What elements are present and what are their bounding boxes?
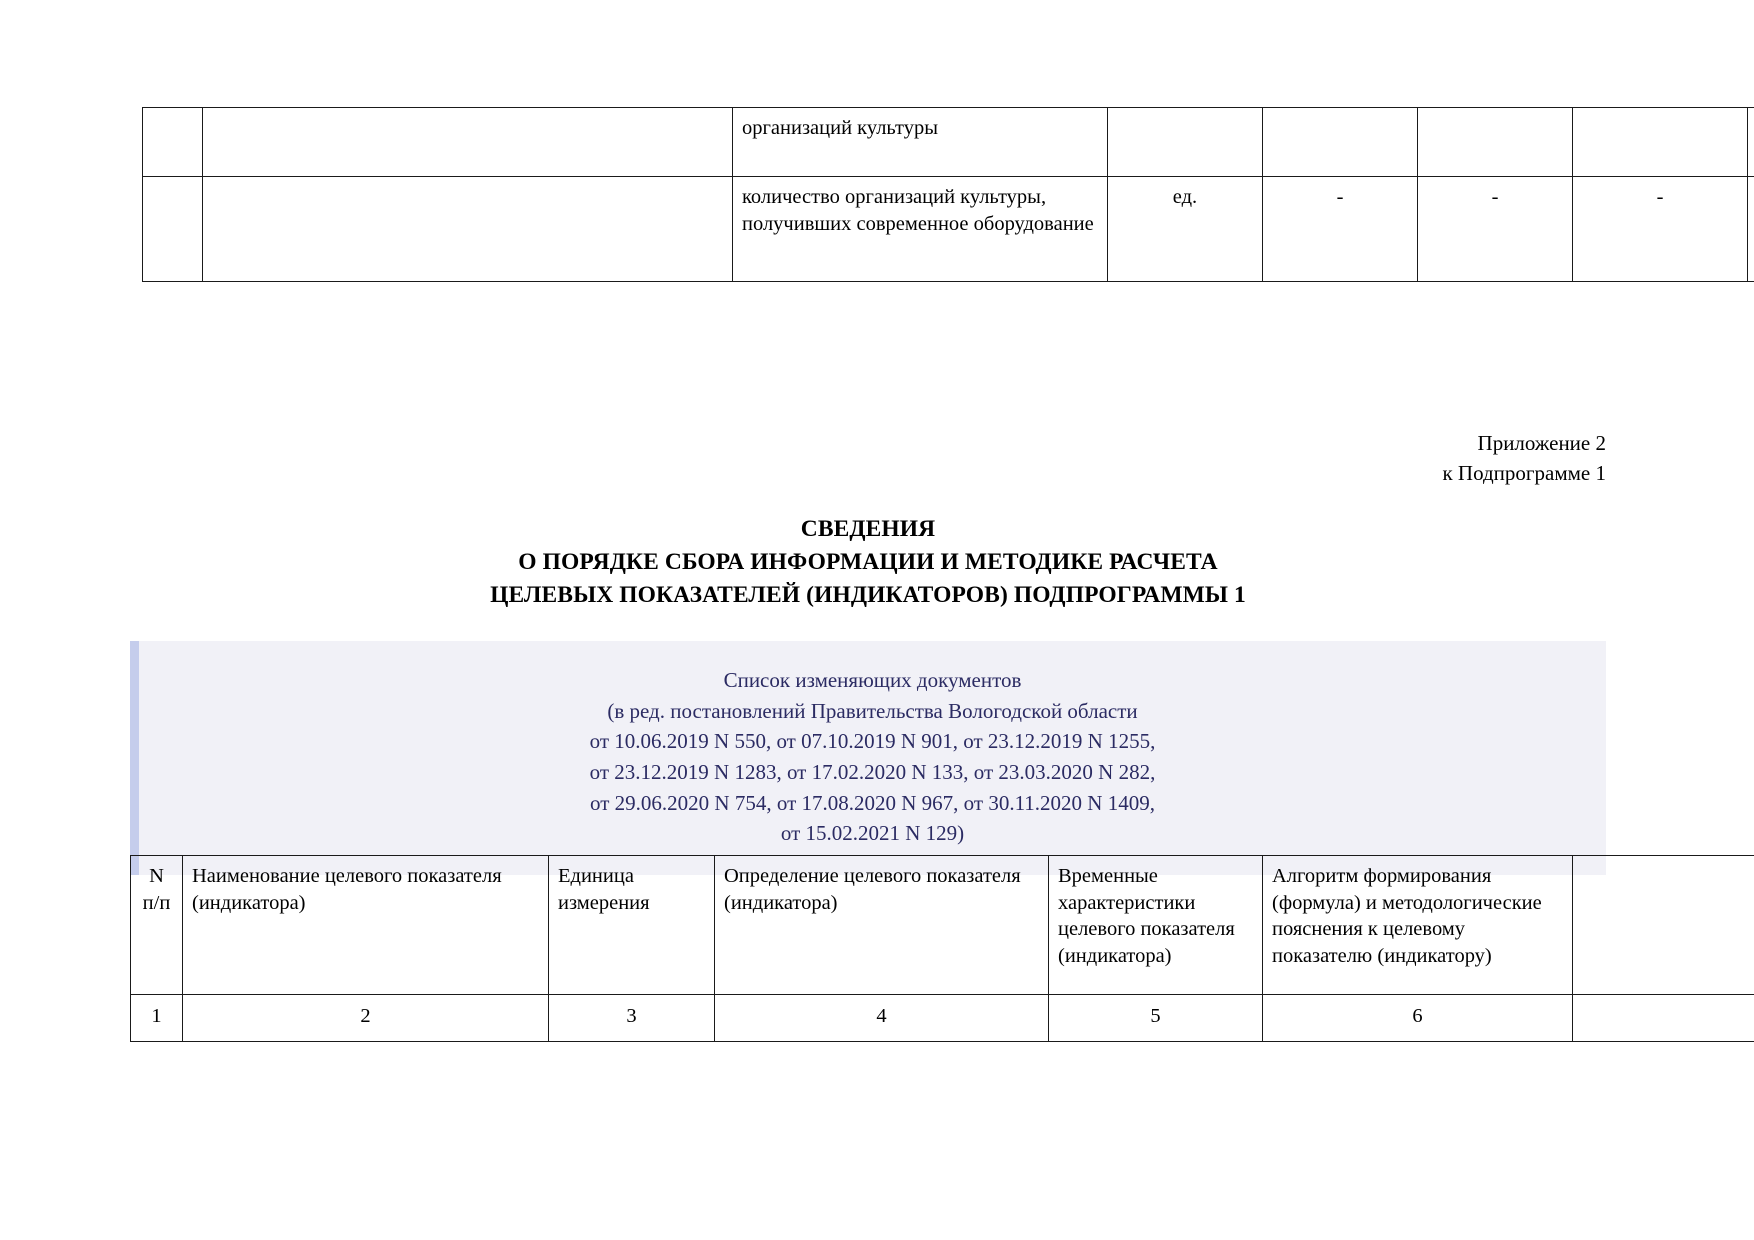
column-header-extra — [1573, 856, 1754, 995]
revision-line: от 29.06.2020 N 754, от 17.08.2020 N 967, от 30.11.2020 N 1409, — [590, 790, 1155, 815]
revision-line: от 15.02.2021 N 129) — [780, 821, 965, 846]
page-title-line-3: ЦЕЛЕВЫХ ПОКАЗАТЕЛЕЙ (ИНДИКАТОРОВ) ПОДПРОГРАММЫ 1 — [490, 581, 1246, 608]
column-header-algorithm: Алгоритм формирования (формула) и методологические пояснения к целевому показателю (индикатору) — [1263, 856, 1573, 995]
cell-value-4 — [1748, 108, 1754, 177]
column-header-unit: Единица измерения — [549, 856, 715, 995]
table-header-row — [131, 856, 1754, 995]
cell-value-1: - — [1263, 177, 1418, 282]
column-number-5: 5 — [1049, 995, 1263, 1042]
table-row — [143, 108, 1754, 177]
cell-indicator-name — [203, 177, 733, 282]
table-row — [143, 177, 1754, 282]
revision-list-box — [130, 641, 1606, 875]
column-header-number-line-1: N — [149, 865, 164, 887]
revision-line: от 23.12.2019 N 1283, от 17.02.2020 N 133, от 23.03.2020 N 282, — [589, 759, 1156, 784]
page-title-line-2: О ПОРЯДКЕ СБОРА ИНФОРМАЦИИ И МЕТОДИКЕ РАСЧЕТА — [518, 548, 1218, 575]
column-header-time-characteristics: Временные характеристики целевого показателя (индикатора) — [1049, 856, 1263, 995]
column-number-6: 6 — [1263, 995, 1573, 1042]
cell-unit — [1108, 108, 1263, 177]
cell-value-2: - — [1418, 177, 1573, 282]
column-header-indicator-name: Наименование целевого показателя (индикатора) — [183, 856, 549, 995]
indicators-table — [130, 855, 1754, 1042]
revision-list-heading: Список изменяющих документов — [723, 668, 1022, 692]
cell-number — [143, 177, 203, 282]
column-number-1: 1 — [131, 995, 183, 1042]
column-header-number — [131, 856, 183, 995]
continued-table — [142, 107, 1754, 282]
cell-definition: организаций культуры — [733, 108, 1108, 177]
cell-value-2 — [1418, 108, 1573, 177]
column-number-3: 3 — [549, 995, 715, 1042]
page-title-line-1: СВЕДЕНИЯ — [800, 516, 936, 542]
revision-line: (в ред. постановлений Правительства Вологодской области — [607, 698, 1138, 723]
cell-value-3 — [1573, 108, 1748, 177]
cell-indicator-name — [203, 108, 733, 177]
page-title — [130, 513, 1606, 612]
cell-value-3: - — [1573, 177, 1748, 282]
column-number-row — [131, 995, 1754, 1042]
revision-line: от 10.06.2019 N 550, от 07.10.2019 N 901, от 23.12.2019 N 1255, — [589, 729, 1156, 754]
column-number-2: 2 — [183, 995, 549, 1042]
cell-value-1 — [1263, 108, 1418, 177]
cell-number — [143, 108, 203, 177]
appendix-subprogram: к Подпрограмме 1 — [1442, 460, 1606, 485]
cell-value-4 — [1748, 177, 1754, 282]
column-header-number-line-2: п/п — [142, 891, 171, 914]
appendix-caption — [0, 429, 1606, 489]
cell-unit: ед. — [1108, 177, 1263, 282]
column-number-7 — [1573, 995, 1754, 1042]
column-header-definition: Определение целевого показателя (индикатора) — [715, 856, 1049, 995]
appendix-number: Приложение 2 — [1477, 431, 1606, 455]
column-number-4: 4 — [715, 995, 1049, 1042]
cell-definition: количество организаций культуры, получивших современное оборудование — [733, 177, 1108, 282]
